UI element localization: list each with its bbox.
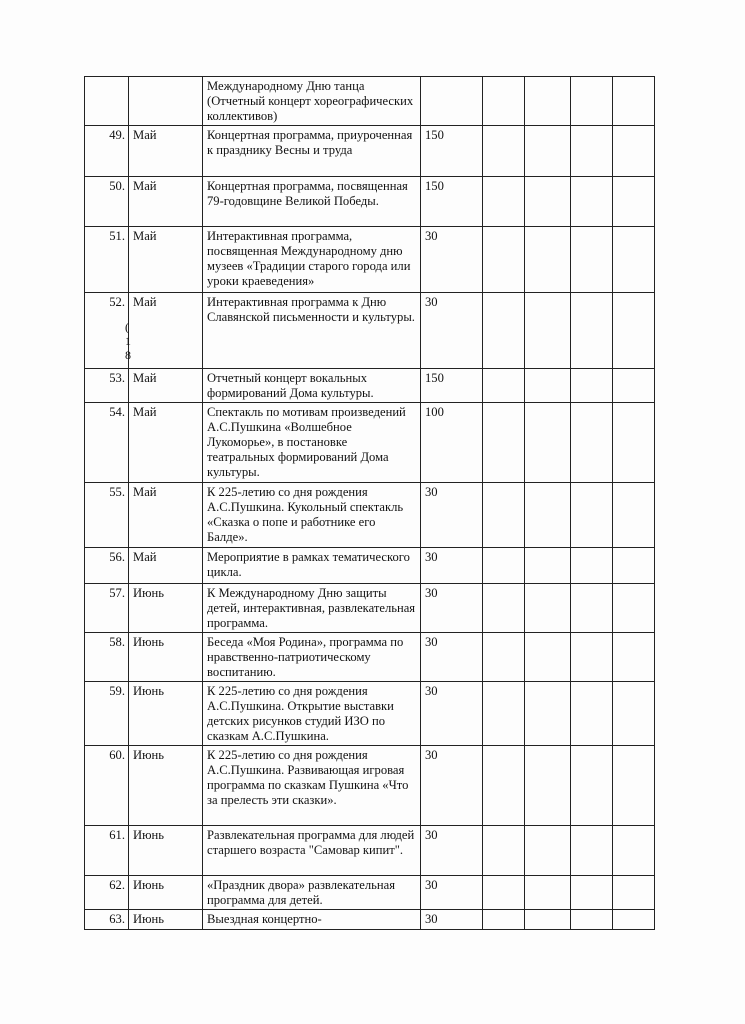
empty-cell bbox=[613, 403, 655, 483]
row-month: Май bbox=[129, 293, 203, 369]
row-event: Концертная программа, посвященная 79-годовщине Великой Победы. bbox=[203, 177, 421, 227]
empty-cell bbox=[525, 227, 571, 293]
row-month: Май bbox=[129, 403, 203, 483]
table-row bbox=[85, 746, 655, 826]
empty-cell bbox=[571, 682, 613, 746]
row-event: Интерактивная программа, посвященная Международному дню музеев «Традиции старого города или уроки краеведения» bbox=[203, 227, 421, 293]
row-event: «Праздник двора» развлекательная программа для детей. bbox=[203, 876, 421, 910]
table-row bbox=[85, 293, 655, 369]
row-month: Май bbox=[129, 177, 203, 227]
empty-cell bbox=[613, 876, 655, 910]
row-number: 63. bbox=[85, 910, 129, 930]
row-month: Май bbox=[129, 126, 203, 177]
row-month: Июнь bbox=[129, 826, 203, 876]
row-number: 55. bbox=[85, 483, 129, 548]
empty-cell bbox=[525, 826, 571, 876]
empty-cell bbox=[525, 483, 571, 548]
row-event: Выездная концертно- bbox=[203, 910, 421, 930]
empty-cell bbox=[525, 77, 571, 126]
empty-cell bbox=[483, 746, 525, 826]
empty-cell bbox=[483, 126, 525, 177]
empty-cell bbox=[613, 126, 655, 177]
empty-cell bbox=[483, 177, 525, 227]
empty-cell bbox=[571, 403, 613, 483]
row-number: 49. bbox=[85, 126, 129, 177]
row-event: Интерактивная программа к Дню Славянской письменности и культуры. bbox=[203, 293, 421, 369]
table-row bbox=[85, 910, 655, 930]
empty-cell bbox=[613, 910, 655, 930]
empty-cell bbox=[613, 77, 655, 126]
empty-cell bbox=[525, 633, 571, 682]
empty-cell bbox=[613, 369, 655, 403]
row-number: 60. bbox=[85, 746, 129, 826]
row-event: К 225-летию со дня рождения А.С.Пушкина. Открытие выставки детских рисунков студий ИЗО по сказкам А.С.Пушкина. bbox=[203, 682, 421, 746]
row-number: 54. bbox=[85, 403, 129, 483]
empty-cell bbox=[525, 293, 571, 369]
empty-cell bbox=[525, 910, 571, 930]
row-event: Спектакль по мотивам произведений А.С.Пушкина «Волшебное Лукоморье», в постановке театральных формирований Дома культуры. bbox=[203, 403, 421, 483]
empty-cell bbox=[571, 369, 613, 403]
row-count: 30 bbox=[421, 876, 483, 910]
empty-cell bbox=[525, 126, 571, 177]
row-number: 61. bbox=[85, 826, 129, 876]
empty-cell bbox=[613, 633, 655, 682]
row-count: 30 bbox=[421, 910, 483, 930]
row-count: 30 bbox=[421, 548, 483, 584]
table-row bbox=[85, 227, 655, 293]
empty-cell bbox=[483, 910, 525, 930]
table-row bbox=[85, 483, 655, 548]
row-month: Июнь bbox=[129, 584, 203, 633]
empty-cell bbox=[613, 177, 655, 227]
row-event: К Международному Дню защиты детей, интерактивная, развлекательная программа. bbox=[203, 584, 421, 633]
row-count: 30 bbox=[421, 584, 483, 633]
events-table-body bbox=[85, 77, 655, 930]
empty-cell bbox=[613, 293, 655, 369]
row-count bbox=[421, 77, 483, 126]
row-count: 150 bbox=[421, 369, 483, 403]
row-count: 30 bbox=[421, 826, 483, 876]
table-row bbox=[85, 77, 655, 126]
empty-cell bbox=[525, 746, 571, 826]
row-number: 58. bbox=[85, 633, 129, 682]
empty-cell bbox=[483, 369, 525, 403]
empty-cell bbox=[571, 126, 613, 177]
row-count: 30 bbox=[421, 682, 483, 746]
row-count: 150 bbox=[421, 177, 483, 227]
row-month bbox=[129, 77, 203, 126]
row-number: 62. bbox=[85, 876, 129, 910]
row-month: Июнь bbox=[129, 910, 203, 930]
row-event: Концертная программа, приуроченная к празднику Весны и труда bbox=[203, 126, 421, 177]
table-row bbox=[85, 177, 655, 227]
empty-cell bbox=[571, 826, 613, 876]
row-event: Беседа «Моя Родина», программа по нравственно-патриотическому воспитанию. bbox=[203, 633, 421, 682]
empty-cell bbox=[483, 633, 525, 682]
empty-cell bbox=[571, 483, 613, 548]
empty-cell bbox=[483, 584, 525, 633]
empty-cell bbox=[483, 77, 525, 126]
row-event: Международному Дню танца (Отчетный концерт хореографических коллективов) bbox=[203, 77, 421, 126]
empty-cell bbox=[613, 826, 655, 876]
empty-cell bbox=[483, 876, 525, 910]
row-count: 30 bbox=[421, 227, 483, 293]
row-number: 56. bbox=[85, 548, 129, 584]
empty-cell bbox=[571, 177, 613, 227]
row-month: Май bbox=[129, 369, 203, 403]
empty-cell bbox=[525, 682, 571, 746]
empty-cell bbox=[571, 910, 613, 930]
row-month: Июнь bbox=[129, 876, 203, 910]
empty-cell bbox=[571, 584, 613, 633]
row-number: 53. bbox=[85, 369, 129, 403]
empty-cell bbox=[525, 876, 571, 910]
row-count: 30 bbox=[421, 483, 483, 548]
table-row bbox=[85, 369, 655, 403]
empty-cell bbox=[613, 548, 655, 584]
empty-cell bbox=[483, 548, 525, 584]
empty-cell bbox=[613, 584, 655, 633]
empty-cell bbox=[525, 369, 571, 403]
table-row bbox=[85, 126, 655, 177]
row-number: 57. bbox=[85, 584, 129, 633]
empty-cell bbox=[571, 876, 613, 910]
empty-cell bbox=[571, 746, 613, 826]
row-number: 51. bbox=[85, 227, 129, 293]
row-event: К 225-летию со дня рождения А.С.Пушкина. Кукольный спектакль «Сказка о попе и работнике его Балде». bbox=[203, 483, 421, 548]
row-month: Май bbox=[129, 483, 203, 548]
table-row bbox=[85, 682, 655, 746]
row-month: Июнь bbox=[129, 746, 203, 826]
empty-cell bbox=[571, 77, 613, 126]
row-number: 59. bbox=[85, 682, 129, 746]
row-event: К 225-летию со дня рождения А.С.Пушкина. Развивающая игровая программа по сказкам Пушкина «Что за прелесть эти сказки». bbox=[203, 746, 421, 826]
empty-cell bbox=[613, 746, 655, 826]
row-number bbox=[85, 293, 129, 369]
empty-cell bbox=[525, 403, 571, 483]
row-event: Развлекательная программа для людей старшего возраста "Самовар кипит". bbox=[203, 826, 421, 876]
side-note: ( 1 8 bbox=[125, 320, 131, 362]
table-row bbox=[85, 584, 655, 633]
empty-cell bbox=[483, 293, 525, 369]
row-month: Июнь bbox=[129, 682, 203, 746]
empty-cell bbox=[571, 548, 613, 584]
row-event: Мероприятие в рамках тематического цикла. bbox=[203, 548, 421, 584]
events-table bbox=[84, 76, 655, 930]
row-count: 100 bbox=[421, 403, 483, 483]
row-count: 30 bbox=[421, 746, 483, 826]
empty-cell bbox=[571, 227, 613, 293]
empty-cell bbox=[525, 584, 571, 633]
row-month: Май bbox=[129, 548, 203, 584]
table-row bbox=[85, 403, 655, 483]
empty-cell bbox=[613, 483, 655, 548]
row-month: Июнь bbox=[129, 633, 203, 682]
row-month: Май bbox=[129, 227, 203, 293]
empty-cell bbox=[483, 483, 525, 548]
empty-cell bbox=[483, 403, 525, 483]
row-event: Отчетный концерт вокальных формирований Дома культуры. bbox=[203, 369, 421, 403]
row-count: 150 bbox=[421, 126, 483, 177]
row-count: 30 bbox=[421, 633, 483, 682]
table-row bbox=[85, 876, 655, 910]
empty-cell bbox=[483, 826, 525, 876]
table-row bbox=[85, 633, 655, 682]
empty-cell bbox=[571, 633, 613, 682]
empty-cell bbox=[483, 682, 525, 746]
row-count: 30 bbox=[421, 293, 483, 369]
row-number bbox=[85, 77, 129, 126]
row-number-text: 52. bbox=[109, 295, 125, 309]
empty-cell bbox=[571, 293, 613, 369]
table-row bbox=[85, 826, 655, 876]
table-row bbox=[85, 548, 655, 584]
empty-cell bbox=[525, 177, 571, 227]
empty-cell bbox=[613, 682, 655, 746]
empty-cell bbox=[613, 227, 655, 293]
row-number: 50. bbox=[85, 177, 129, 227]
empty-cell bbox=[525, 548, 571, 584]
empty-cell bbox=[483, 227, 525, 293]
